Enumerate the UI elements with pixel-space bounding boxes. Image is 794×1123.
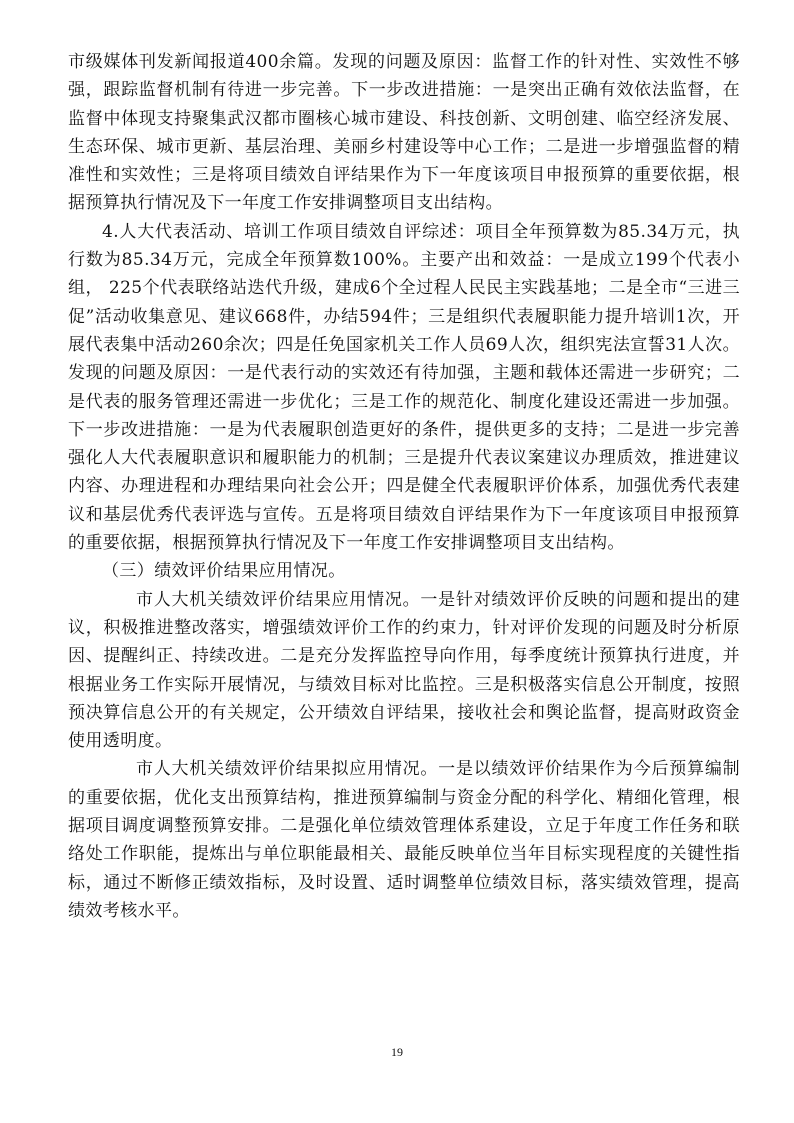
section-heading-3: （三）绩效评价结果应用情况。 bbox=[102, 561, 346, 582]
document-body bbox=[68, 48, 740, 925]
paragraph-item-4: 4.人大代表活动、培训工作项目绩效自评综述：项目全年预算数为85.34万元，执行数为85.34万元，完成全年预算数100%。主要产出和效益：一是成立199个代表小组， 225个代表联络站迭代升级，建成6个全过程人民民主实践基地；二是全市“三进三促”活动收集意见、建议668件，办结594件；三是组织代表履职能力提升培训1次，开展代表集中活动260余次；四是任免国家机关工作人员69人次，组织宪法宣誓31人次。发现的问题及原因：一是代表行动的实效还有待加强，主题和载体还需进一步研究；二是代表的服务管理还需进一步优化；三是工作的规范化、制度化建设还需进一步加强。下一步改进措施：一是为代表履职创造更好的条件，提供更多的支持；二是进一步完善强化人大代表履职意识和履职能力的机制；三是提升代表议案建议办理质效，推进建议内容、办理进程和办理结果向社会公开；四是健全代表履职评价体系，加强优秀代表建议和基层优秀代表评选与宣传。五是将项目绩效自评结果作为下一年度该项目申报预算的重要依据，根据预算执行情况及下一年度工作安排调整项目支出结构。 bbox=[68, 221, 740, 554]
paragraph-continuation: 市级媒体刊发新闻报道400余篇。发现的问题及原因：监督工作的针对性、实效性不够强，跟踪监督机制有待进一步完善。下一步改进措施：一是突出正确有效依法监督，在监督中体现支持聚集武汉都市圈核心城市建设、科技创新、文明创建、临空经济发展、生态环保、城市更新、基层治理、美丽乡村建设等中心工作；二是进一步增强监督的精准性和实效性；三是将项目绩效自评结果作为下一年度该项目申报预算的重要依据，根据预算执行情况及下一年度工作安排调整项目支出结构。 bbox=[68, 52, 740, 214]
page-number: 19 bbox=[391, 1045, 403, 1059]
paragraph-results-planned-application: 市人大机关绩效评价结果拟应用情况。一是以绩效评价结果作为今后预算编制的重要依据，优化支出预算结构，推进预算编制与资金分配的科学化、精细化管理，根据项目调度调整预算安排。二是强化单位绩效管理体系建设，立足于年度工作任务和联络处工作职能，提炼出与单位职能最相关、最能反映单位当年目标实现程度的关键性指标，通过不断修正绩效指标，及时设置、适时调整单位绩效目标，落实绩效管理，提高绩效考核水平。 bbox=[68, 759, 740, 921]
paragraph-results-application: 市人大机关绩效评价结果应用情况。一是针对绩效评价反映的问题和提出的建议，积极推进整改落实，增强绩效评价工作的约束力，针对评价发现的问题及时分析原因、提醒纠正、持续改进。二是充分发挥监控导向作用，每季度统计预算执行进度，并根据业务工作实际开展情况，与绩效目标对比监控。三是积极落实信息公开制度，按照预决算信息公开的有关规定，公开绩效自评结果，接收社会和舆论监督，提高财政资金使用透明度。 bbox=[68, 589, 740, 752]
